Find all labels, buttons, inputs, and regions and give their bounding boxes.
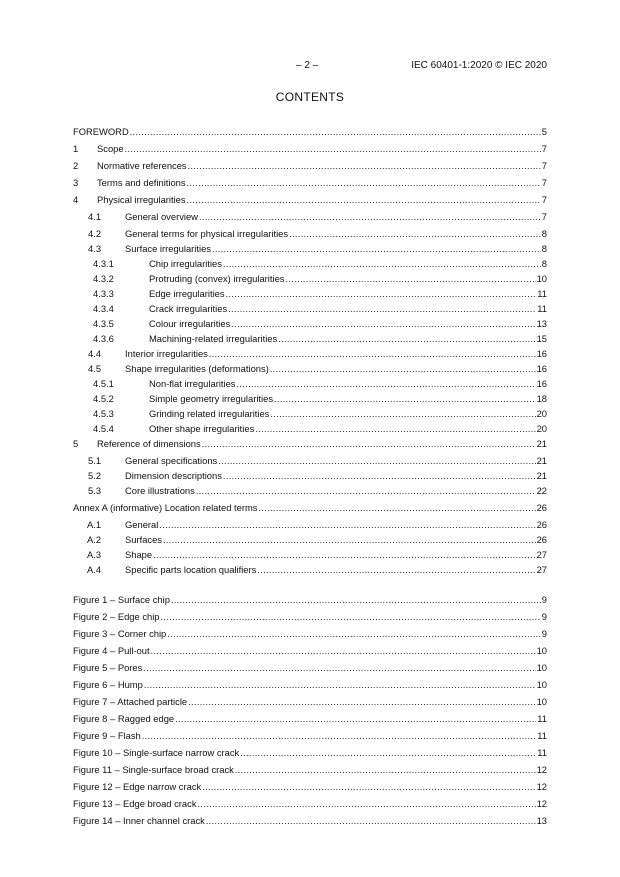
toc-number: 4.3	[88, 243, 102, 254]
toc-number: 2	[73, 160, 79, 171]
toc-page-number: 10	[536, 273, 547, 284]
toc-title: Surface irregularities	[125, 243, 211, 254]
dot-leader	[209, 348, 536, 360]
toc-number: 5	[73, 438, 79, 449]
dot-leader	[274, 393, 536, 405]
figure-entry[interactable]	[73, 813, 547, 827]
figure-entry[interactable]	[73, 728, 547, 742]
toc-title: Annex A (informative) Location related terms	[73, 502, 258, 513]
toc-title: Colour irregularities	[149, 318, 231, 329]
toc-page-number: 16	[536, 363, 547, 374]
toc-title: FOREWORD	[73, 126, 129, 137]
dot-leader	[240, 747, 536, 759]
dot-leader	[223, 470, 536, 482]
toc-entry[interactable]	[73, 517, 547, 531]
toc-entry[interactable]	[73, 483, 547, 497]
toc-title: Grinding related irregularities	[149, 408, 270, 419]
toc-entry[interactable]	[73, 532, 547, 546]
toc-title: Physical irregularities	[97, 194, 186, 205]
toc-title: Non-flat irregularities	[149, 378, 236, 389]
toc-page-number: 13	[536, 318, 547, 329]
toc-number: 4.3.2	[93, 273, 114, 284]
figure-title: Figure 6 – Hump	[73, 679, 143, 690]
figure-page-number: 11	[537, 747, 547, 758]
toc-page-number: 26	[536, 534, 547, 545]
toc-entry[interactable]	[73, 241, 547, 255]
dot-leader	[175, 713, 536, 725]
toc-page-number: 26	[536, 519, 547, 530]
toc-entry[interactable]	[73, 376, 547, 390]
toc-title: General	[125, 519, 159, 530]
toc-entry[interactable]	[73, 562, 547, 576]
dot-leader	[142, 730, 537, 742]
toc-page-number: 7	[541, 160, 547, 171]
toc-entry[interactable]	[73, 124, 547, 138]
toc-page-number: 7	[541, 194, 547, 205]
toc-entry[interactable]	[73, 421, 547, 435]
toc-number: 5.1	[88, 455, 102, 466]
dot-leader	[228, 303, 536, 315]
figure-entry[interactable]	[73, 626, 547, 640]
figure-title: Figure 12 – Edge narrow crack	[73, 781, 202, 792]
figure-title: Figure 8 – Ragged edge	[73, 713, 175, 724]
dot-leader	[258, 502, 535, 514]
toc-entry[interactable]	[73, 286, 547, 300]
figure-title: Figure 7 – Attached particle	[73, 696, 188, 707]
toc-page-number: 16	[536, 348, 547, 359]
toc-entry[interactable]	[73, 453, 547, 467]
toc-number: A.3	[87, 549, 102, 560]
toc-title: Protruding (convex) irregularities	[149, 273, 285, 284]
dot-leader	[289, 228, 541, 240]
toc-title: General specifications	[125, 455, 218, 466]
figure-title: Figure 3 – Corner chip	[73, 628, 167, 639]
toc-number: 4.4	[88, 348, 102, 359]
standard-reference: IEC 60401-1:2020 © IEC 2020	[411, 60, 547, 71]
toc-title: Shape irregularities (deformations)	[125, 363, 269, 374]
toc-entry[interactable]	[73, 361, 547, 375]
dot-leader	[278, 333, 535, 345]
toc-page-number: 8	[541, 243, 547, 254]
figure-page-number: 10	[536, 645, 547, 656]
toc-title: Interior irregularities	[125, 348, 208, 359]
toc-title: Machining-related irregularities	[149, 333, 278, 344]
dot-leader	[198, 798, 536, 810]
toc-number: 4	[73, 194, 79, 205]
figure-entry[interactable]	[73, 609, 547, 623]
dot-leader	[270, 363, 536, 375]
toc-number: A.4	[87, 564, 102, 575]
toc-entry[interactable]	[73, 271, 547, 285]
toc-title: Reference of dimensions	[97, 438, 201, 449]
dot-leader	[231, 318, 535, 330]
dot-leader	[187, 177, 541, 189]
toc-number: 4.3.5	[93, 318, 114, 329]
figure-entry[interactable]	[73, 796, 547, 810]
page-title: CONTENTS	[275, 90, 345, 104]
toc-entry[interactable]	[73, 316, 547, 330]
figure-entry[interactable]	[73, 677, 547, 691]
figure-entry[interactable]	[73, 779, 547, 793]
toc-number: 1	[73, 143, 79, 154]
toc-title: Terms and definitions	[97, 177, 186, 188]
dot-leader	[144, 679, 536, 691]
toc-page-number: 8	[541, 258, 547, 269]
toc-entry[interactable]	[73, 468, 547, 482]
toc-number: 4.5.2	[93, 393, 114, 404]
dot-leader	[161, 611, 541, 623]
toc-entry[interactable]	[73, 226, 547, 240]
toc-entry[interactable]	[73, 192, 547, 206]
toc-title: Crack irregularities	[149, 303, 228, 314]
page-number: – 2 –	[296, 60, 319, 71]
dot-leader	[235, 764, 536, 776]
dot-leader	[270, 408, 535, 420]
figure-page-number: 10	[536, 679, 547, 690]
figure-title: Figure 9 – Flash	[73, 730, 141, 741]
toc-title: General terms for physical irregularities	[125, 228, 289, 239]
toc-number: 4.3.4	[93, 303, 114, 314]
toc-number: 4.5.3	[93, 408, 114, 419]
toc-number: 4.3.6	[93, 333, 114, 344]
toc-entry[interactable]	[73, 158, 547, 172]
figure-page-number: 10	[536, 696, 547, 707]
figure-page-number: 9	[541, 594, 547, 605]
toc-entry[interactable]	[73, 331, 547, 345]
dot-leader	[202, 438, 536, 450]
dot-leader	[167, 628, 541, 640]
dot-leader	[237, 378, 536, 390]
dot-leader	[188, 160, 541, 172]
dot-leader	[151, 645, 536, 657]
toc-title: Normative references	[97, 160, 187, 171]
toc-number: 5.2	[88, 470, 102, 481]
toc-number: 4.5	[88, 363, 102, 374]
figure-page-number: 12	[536, 781, 547, 792]
figure-page-number: 11	[537, 730, 547, 741]
toc-number: 4.3.3	[93, 288, 114, 299]
dot-leader	[285, 273, 535, 285]
figure-title: Figure 2 – Edge chip	[73, 611, 160, 622]
dot-leader	[202, 781, 535, 793]
dot-leader	[171, 594, 541, 606]
figure-page-number: 11	[537, 713, 547, 724]
dot-leader	[226, 288, 537, 300]
toc-title: Specific parts location qualifiers	[125, 564, 257, 575]
toc-page-number: 7	[541, 143, 547, 154]
toc-page-number: 21	[536, 438, 547, 449]
toc-number: A.1	[87, 519, 102, 530]
dot-leader	[130, 126, 541, 138]
figure-entry[interactable]	[73, 643, 547, 657]
figure-title: Figure 5 – Pores	[73, 662, 143, 673]
toc-entry[interactable]	[73, 406, 547, 420]
toc-page-number: 18	[536, 393, 547, 404]
toc-number: 4.5.4	[93, 423, 114, 434]
toc-entry[interactable]	[73, 436, 547, 450]
dot-leader	[223, 258, 541, 270]
figure-title: Figure 11 – Single-surface broad crack	[73, 764, 234, 775]
toc-entry[interactable]	[73, 301, 547, 315]
figure-entry[interactable]	[73, 694, 547, 708]
dot-leader	[125, 143, 541, 155]
toc-title: Dimension descriptions	[125, 470, 222, 481]
toc-title: General overview	[125, 211, 198, 222]
dot-leader	[199, 211, 541, 223]
figure-page-number: 9	[541, 611, 547, 622]
dot-leader	[206, 815, 536, 827]
figure-entry[interactable]	[73, 762, 547, 776]
toc-page-number: 27	[536, 564, 547, 575]
toc-entry[interactable]	[73, 500, 547, 514]
figure-page-number: 12	[536, 798, 547, 809]
figure-page-number: 13	[536, 815, 547, 826]
figure-page-number: 12	[536, 764, 547, 775]
toc-entry[interactable]	[73, 175, 547, 189]
toc-entry[interactable]	[73, 346, 547, 360]
toc-page-number: 22	[536, 485, 547, 496]
dot-leader	[163, 534, 536, 546]
figure-title: Figure 14 – Inner channel crack	[73, 815, 205, 826]
toc-title: Chip irregularities	[149, 258, 222, 269]
toc-page-number: 16	[536, 378, 547, 389]
figure-entry[interactable]	[73, 592, 547, 606]
toc-page-number: 27	[536, 549, 547, 560]
figure-title: Figure 4 – Pull-out	[73, 645, 150, 656]
dot-leader	[196, 485, 536, 497]
toc-title: Shape	[125, 549, 153, 560]
toc-title: Other shape irregularities	[149, 423, 255, 434]
toc-number: A.2	[87, 534, 102, 545]
dot-leader	[187, 194, 541, 206]
toc-page-number: 26	[536, 502, 547, 513]
toc-page-number: 20	[536, 408, 547, 419]
toc-number: 4.5.1	[93, 378, 114, 389]
toc-title: Simple geometry irregularities	[149, 393, 274, 404]
figure-entry[interactable]	[73, 660, 547, 674]
dot-leader	[153, 549, 535, 561]
toc-page-number: 11	[537, 288, 547, 299]
dot-leader	[159, 519, 535, 531]
toc-title: Core illustrations	[125, 485, 195, 496]
toc-number: 5.3	[88, 485, 102, 496]
toc-page-number: 21	[536, 470, 547, 481]
toc-number: 3	[73, 177, 79, 188]
toc-title: Surfaces	[125, 534, 162, 545]
dot-leader	[257, 564, 535, 576]
dot-leader	[143, 662, 535, 674]
figure-title: Figure 1 – Surface chip	[73, 594, 170, 605]
toc-entry[interactable]	[73, 547, 547, 561]
toc-page-number: 11	[537, 303, 547, 314]
toc-entry[interactable]	[73, 141, 547, 155]
toc-number: 4.3.1	[93, 258, 114, 269]
toc-title: Scope	[97, 143, 124, 154]
toc-entry[interactable]	[73, 391, 547, 405]
dot-leader	[218, 455, 535, 467]
toc-page-number: 20	[536, 423, 547, 434]
toc-page-number: 15	[536, 333, 547, 344]
figure-page-number: 10	[536, 662, 547, 673]
toc-number: 4.1	[88, 211, 102, 222]
toc-page-number: 7	[541, 211, 547, 222]
toc-page-number: 21	[536, 455, 547, 466]
figure-page-number: 9	[541, 628, 547, 639]
figure-title: Figure 13 – Edge broad crack	[73, 798, 197, 809]
dot-leader	[188, 696, 535, 708]
toc-page-number: 7	[541, 177, 547, 188]
dot-leader	[255, 423, 535, 435]
toc-page-number: 8	[541, 228, 547, 239]
toc-number: 4.2	[88, 228, 102, 239]
toc-page-number: 5	[541, 126, 547, 137]
dot-leader	[212, 243, 541, 255]
toc-entry[interactable]	[73, 256, 547, 270]
figure-entry[interactable]	[73, 711, 547, 725]
toc-title: Edge irregularities	[149, 288, 225, 299]
figure-title: Figure 10 – Single-surface narrow crack	[73, 747, 240, 758]
toc-entry[interactable]	[73, 209, 547, 223]
figure-entry[interactable]	[73, 745, 547, 759]
